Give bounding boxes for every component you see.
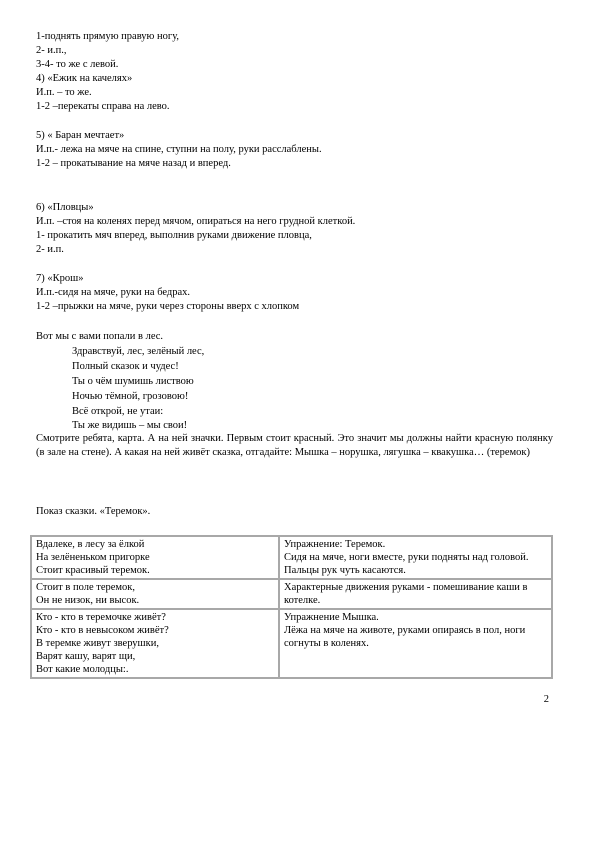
cell-line: Он не низок, ни высок. bbox=[36, 595, 140, 606]
exercise-heading: 4) «Ежик на качелях» bbox=[36, 73, 133, 84]
cell-line: Упражнение: Теремок. bbox=[284, 539, 386, 550]
text-line: И.п. – то же. bbox=[36, 87, 92, 98]
cell-line: Кто - кто в невысоком живёт? bbox=[36, 625, 169, 636]
cell-text: Лёжа на мяче на животе, руками опираясь в пол, ноги согнуты в коленях. bbox=[284, 625, 526, 649]
table-row bbox=[31, 536, 552, 579]
cell-line: Варят кашу, варят щи, bbox=[36, 651, 136, 662]
text-line: И.п.-сидя на мяче, руки на бедрах. bbox=[36, 287, 191, 298]
text-line: 2- и.п. bbox=[36, 244, 64, 255]
text-line: Вот мы с вами попали в лес. bbox=[36, 331, 164, 342]
cell-line: Кто - кто в теремочке живёт? bbox=[36, 612, 166, 623]
poem-line: Ты же видишь – мы свои! bbox=[72, 420, 188, 431]
cell-line: Стоит красивый теремок. bbox=[36, 565, 150, 576]
text-line: И.п.- лежа на мяче на спине, ступни на полу, руки расслаблены. bbox=[36, 144, 322, 155]
table-cell-verse bbox=[31, 579, 279, 609]
poem-line: Ночью тёмной, грозовою! bbox=[72, 391, 189, 402]
text-line: 1-2 – прокатывание на мяче назад и вперед. bbox=[36, 158, 231, 169]
exercise-heading: 6) «Пловцы» bbox=[36, 202, 94, 213]
exercise-heading: 5) « Баран мечтает» bbox=[36, 130, 125, 141]
text-line: И.п. –стоя на коленях перед мячом, опираться на него грудной клеткой. bbox=[36, 216, 356, 227]
text-line: 3-4- то же с левой. bbox=[36, 59, 119, 70]
table-cell-verse bbox=[31, 609, 279, 678]
table-row bbox=[31, 609, 552, 678]
table-row bbox=[31, 579, 552, 609]
map-paragraph: Смотрите ребята, карта. А на ней значки. Первым стоит красный. Это значит мы должны найти красную полянку (в зале на стене). А какая на ней живёт сказка, отгадайте: Мышка – норушка, лягушка – квакушка… (теремок) bbox=[36, 433, 553, 458]
text-line: 1-2 –перекаты справа на лево. bbox=[36, 101, 170, 112]
poem-line: Полный сказок и чудес! bbox=[72, 361, 179, 372]
cell-line: Вдалеке, в лесу за ёлкой bbox=[36, 539, 145, 550]
cell-line: На зелёненьком пригорке bbox=[36, 552, 150, 563]
poem-line: Здравствуй, лес, зелёный лес, bbox=[72, 346, 205, 357]
show-heading: Показ сказки. «Теремок». bbox=[36, 506, 151, 517]
text-line: 1- прокатить мяч вперед, выполнив руками движение пловца, bbox=[36, 230, 312, 241]
fairy-tale-table bbox=[30, 535, 553, 679]
text-line: 1-2 –прыжки на мяче, руки через стороны вверх с хлопком bbox=[36, 301, 300, 312]
cell-text: Характерные движения руками - помешивание каши в котелке. bbox=[284, 582, 528, 606]
table-cell-exercise bbox=[279, 609, 552, 678]
exercise-heading: 7) «Крош» bbox=[36, 273, 84, 284]
poem-line: Всё открой, не утаи: bbox=[72, 406, 164, 417]
table-cell-exercise bbox=[279, 579, 552, 609]
page-number: 2 bbox=[543, 694, 549, 705]
cell-line: Вот какие молодцы:. bbox=[36, 664, 129, 675]
cell-line: Упражнение Мышка. bbox=[284, 612, 379, 623]
text-line: 1-поднять прямую правую ногу, bbox=[36, 31, 180, 42]
poem-line: Ты о чём шумишь листвою bbox=[72, 376, 194, 387]
cell-line: В теремке живут зверушки, bbox=[36, 638, 159, 649]
cell-line: Стоит в поле теремок, bbox=[36, 582, 136, 593]
cell-text: Сидя на мяче, ноги вместе, руки подняты над головой. Пальцы рук чуть касаются. bbox=[284, 552, 529, 576]
table-cell-verse bbox=[31, 536, 279, 579]
table-cell-exercise bbox=[279, 536, 552, 579]
text-line: 2- и.п., bbox=[36, 45, 67, 56]
